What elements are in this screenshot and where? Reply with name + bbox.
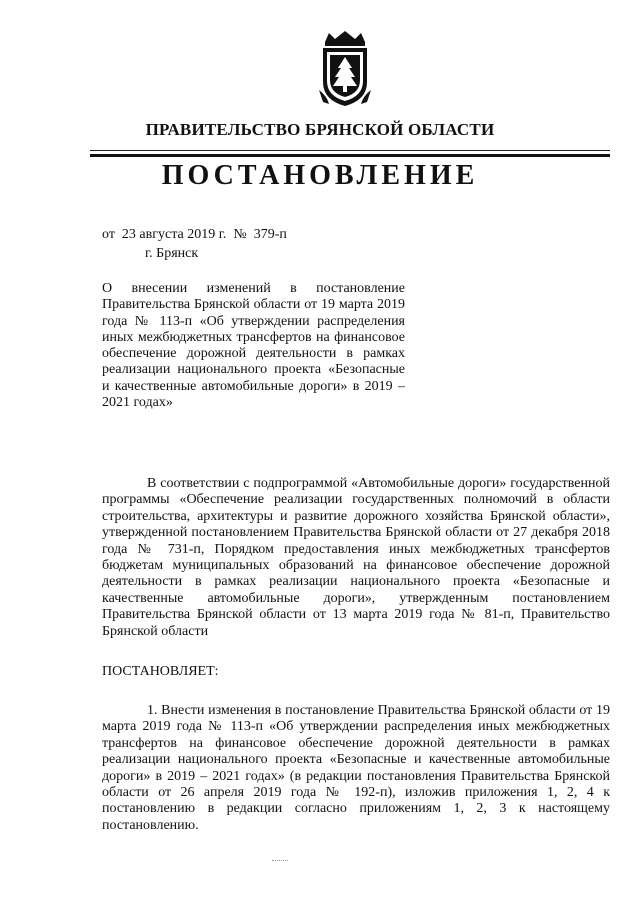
- government-name: ПРАВИТЕЛЬСТВО БРЯНСКОЙ ОБЛАСТИ: [145, 120, 495, 139]
- subject-heading: О внесении изменений в постановление Правительства Брянской области от 19 марта 2019 года № 113-п «Об утверждении распределения иных межбюджетных трансфертов на финансовое обеспечение дорожной деятельности в рамках реализации национального проекта «Безопасные и качественные автомобильные дороги» в 2019 – 2021 годах»: [102, 281, 405, 411]
- header-rule-thin: [90, 150, 610, 151]
- preamble-paragraph: В соответствии с подпрограммой «Автомобильные дороги» государственной программы «Обеспечение реализации государственных полномочий в области строительства, архитектуры и развитие дорожного хозяйства Брянской области», утвержденной постановлением Правительства Брянской области от 27 декабря 2018 года № 731-п, Порядком предоставления иных межбюджетных трансфертов бюджетам муниципальных образований на финансовое обеспечение дорожной деятельности в рамках реализации национального проекта «Безопасные и качественные автомобильные дороги», утвержденным постановлением Правительства Брянской области от 13 марта 2019 года № 81-п, Правительство Брянской области: [102, 476, 610, 639]
- scan-speck: [272, 860, 288, 864]
- date-and-number: от 23 августа 2019 г. № 379-п: [102, 227, 287, 242]
- city: г. Брянск: [145, 246, 199, 261]
- document-title: ПОСТАНОВЛЕНИЕ: [161, 160, 479, 191]
- resolves-heading: ПОСТАНОВЛЯЕТ:: [102, 664, 219, 679]
- header-rule-thick: [90, 154, 610, 157]
- item-1-paragraph: 1. Внести изменения в постановление Правительства Брянской области от 19 марта 2019 года № 113-п «Об утверждении распределения иных межбюджетных трансфертов на финансовое обеспечение дорожной деятельности в рамках реализации национального проекта «Безопасные и качественные автомобильные дороги» в 2019 – 2021 годах» (в редакции постановления Правительства Брянской области от 26 апреля 2019 года № 192-п), изложив приложения 1, 2, 4 к постановлению в редакции согласно приложениям 1, 2, 3 к настоящему постановлению.: [102, 703, 610, 833]
- coat-of-arms-icon: [315, 30, 375, 108]
